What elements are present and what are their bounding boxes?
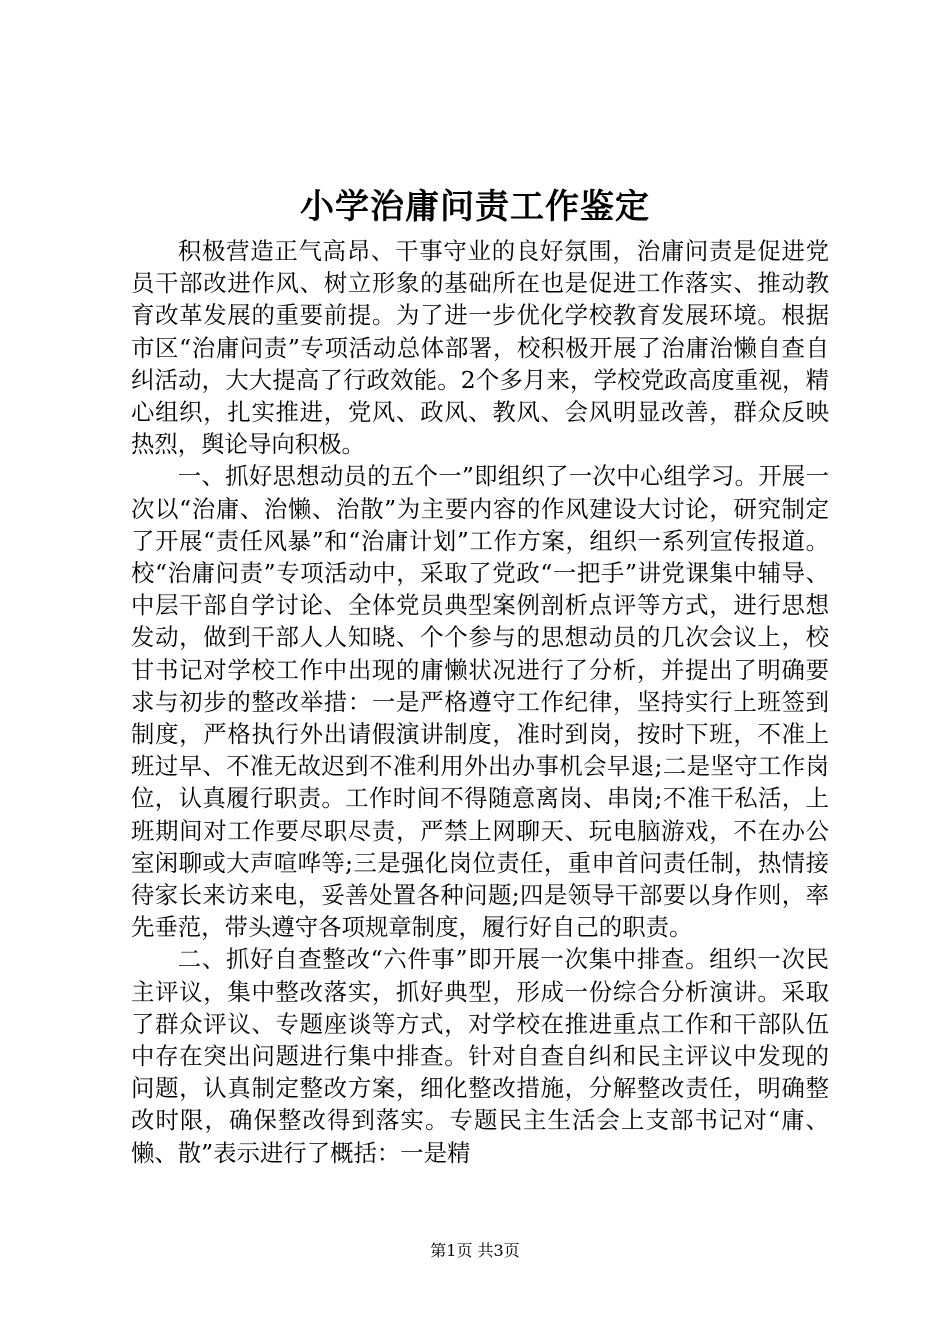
page-number-footer: 第1页 共3页 (430, 1241, 520, 1260)
paragraph-intro: 积极营造正气高昂、干事守业的良好氛围，治庸问责是促进党员干部改进作风、树立形象的基础所在也是促进工作落实、推动教育改革发展的重要前提。为了进一步优化学校教育发展环境。根据市区“治庸问责”专项活动总体部署，校积极开展了治庸治懒自查自纠活动，大大提高了行政效能。2个多月来，学校党政高度重视，精心组织，扎实推进，党风、政风、教风、会风明显改善，群众反映热烈，舆论导向积极。 (131, 237, 829, 459)
document-body (131, 235, 829, 1169)
paragraph-section-two: 二、抓好自查整改“六件事”即开展一次集中排查。组织一次民主评议，集中整改落实，抓好典型，形成一份综合分析演讲。采取了群众评议、专题座谈等方式，对学校在推进重点工作和干部队伍中存在突出问题进行集中排查。针对自查自纠和民主评议中发现的问题，认真制定整改方案，细化整改措施，分解整改责任，明确整改时限，确保整改得到落实。专题民主生活会上支部书记对“庸、懒、散”表示进行了概括：一是精 (131, 945, 829, 1167)
paragraph-section-one: 一、抓好思想动员的五个一”即组织了一次中心组学习。开展一次以“治庸、治懒、治散”为主要内容的作风建设大讨论，研究制定了开展“责任风暴”和“治庸计划”工作方案，组织一系列宣传报道。校“治庸问责”专项活动中，采取了党政“一把手”讲党课集中辅导、中层干部自学讨论、全体党员典型案例剖析点评等方式，进行思想发动，做到干部人人知晓、个个参与的思想动员的几次会议上，校甘书记对学校工作中出现的庸懒状况进行了分析，并提出了明确要求与初步的整改举措：一是严格遵守工作纪律，坚持实行上班签到制度，严格执行外出请假演讲制度，准时到岗，按时下班，不准上班过早、不准无故迟到不准利用外出办事机会早退;二是坚守工作岗位，认真履行职责。工作时间不得随意离岗、串岗;不准干私活，上班期间对工作要尽职尽责，严禁上网聊天、玩电脑游戏，不在办公室闲聊或大声喧哗等;三是强化岗位责任，重申首问责任制，热情接待家长来访来电，妥善处置各种问题;四是领导干部要以身作则，率先垂范，带头遵守各项规章制度，履行好自己的职责。 (131, 462, 829, 942)
document-title: 小学治庸问责工作鉴定 (300, 187, 650, 227)
